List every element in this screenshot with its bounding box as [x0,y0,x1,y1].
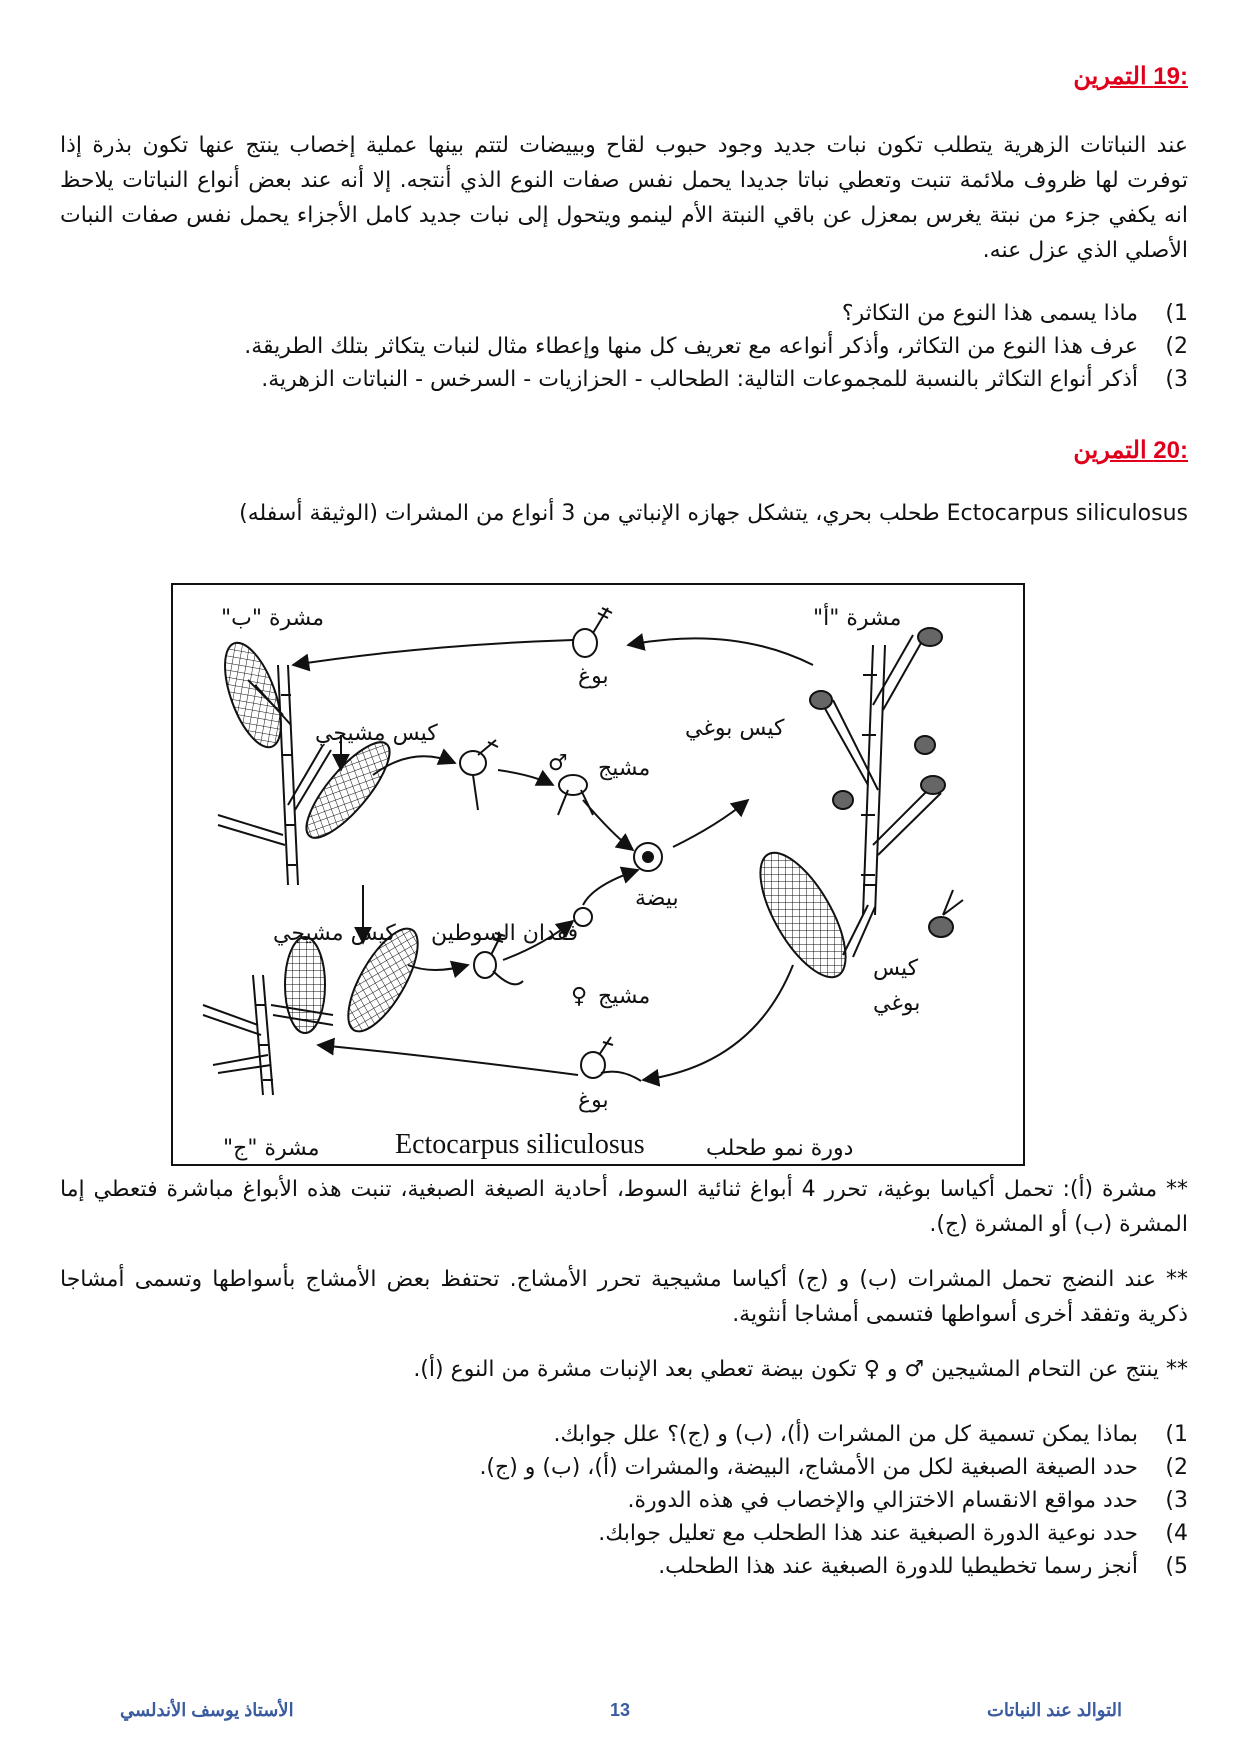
exercise-20-intro: Ectocarpus siliculosus طحلب بحري، يتشكل جهازه الإنباتي من 3 أنواع من المشرات (الوثيقة أسفله) [239,501,1188,526]
question-number: 2) [1165,1455,1188,1480]
question-item [60,1484,1188,1517]
question-item [60,1418,1188,1451]
spore-b-cell [460,751,486,775]
footer-author: الأستاذ يوسف الأندلسي [120,1700,294,1720]
question-text: حدد مواقع الانقسام الاختزالي والإخصاب في هذه الدورة. [627,1488,1138,1513]
ectocarpus-life-cycle-figure [171,583,1025,1166]
exercise-19-paragraph: عند النباتات الزهرية يتطلب تكون نبات جديد وجود حبوب لقاح وبييضات لتتم بينها عملية إخصاب ينتج عنها تكون بذرة إذا توفرت لها ظروف ملائمة تنبت وتعطي نباتا جديدا يحمل نفس صفات النوع الذي أنتجه. إلا أنه عند بعض أنواع النباتات يلاحظ انه يكفي جزء من نبتة يغرس بمعزل عن باقي النبتة الأم لينمو ويتحول إلى نبات جديد كامل الأجزاء يحمل نفس صفات النبات الأصلي الذي عزل عنه. [60,133,1188,263]
label-spore-sac-a: كيس بوغي [685,716,785,741]
label-male-symbol: ♂ [548,751,568,776]
spore-bottom-cell [581,1052,605,1078]
question-number: 3) [1165,1488,1188,1513]
label-thallus-a: "مشرة "أ [813,606,902,631]
thallus-b [214,636,402,885]
label-gamete-sac-b: كيس مشيجي [315,721,438,746]
question-item [60,297,1188,330]
life-cycle-diagram [173,585,1023,1164]
note-2: ** عند النضج تحمل المشرات (ب) و (ج) أكياسا مشيجية تحرر الأمشاج. تحتفظ بعض الأمشاج بأسواطها وتسمى أمشاجا ذكرية وتفقد أخرى أسواطها فتسمى أمشاجا أنثوية. [60,1267,1188,1327]
question-item [60,1550,1188,1583]
exercise-19-title: :19 التمرين [1073,63,1188,90]
question-item [60,1451,1188,1484]
cells [460,608,662,1081]
label-female-symbol: ♀ [571,984,588,1009]
spore-c-cell [474,952,496,978]
question-number: 2) [1165,334,1188,359]
exercise-20-questions [60,1418,1188,1583]
exercise-20-title: :20 التمرين [1073,437,1188,464]
label-cycle-title-ar: دورة نمو طحلب [706,1136,854,1161]
thallus-a [744,628,963,990]
footer-page-number: 13 [609,1700,631,1720]
label-female-gamete: مشيج [598,984,651,1009]
note-3: ** ينتج عن التحام المشيجين ♂ و ♀ تكون بيضة تعطي بعد الإنبات مشرة من النوع (أ). [413,1357,1188,1382]
question-number: 3) [1165,367,1188,392]
question-item [60,330,1188,363]
label-cycle-title-latin: Ectocarpus siliculosus [395,1129,645,1160]
exercise-19-questions [60,297,1188,396]
label-spore-bottom: بوغ [578,1088,609,1113]
label-egg: بيضة [635,886,679,911]
question-text: ماذا يسمى هذا النوع من التكاثر؟ [841,301,1138,326]
question-number: 5) [1165,1554,1188,1579]
question-text: بماذا يمكن تسمية كل من المشرات (أ)، (ب) و (ج)؟ علل جوابك. [553,1422,1138,1447]
label-thallus-b: "مشرة "ب [221,606,325,631]
question-number: 1) [1165,1422,1188,1447]
question-text: أنجز رسما تخطيطيا للدورة الصبغية عند هذا الطحلب. [658,1554,1138,1579]
label-spore-top: بوغ [578,664,609,689]
question-number: 4) [1165,1521,1188,1546]
label-loss-flagella: فقدان السوطين [431,921,579,946]
question-text: حدد الصيغة الصبغية لكل من الأمشاج، البيضة، والمشرات (أ)، (ب) و (ج). [479,1455,1138,1480]
label-spore-sac-right-1: كيس [873,956,919,981]
question-number: 1) [1165,301,1188,326]
label-thallus-c: "مشرة "ج [223,1136,320,1161]
question-text: أذكر أنواع التكاثر بالنسبة للمجموعات التالية: الطحالب - الحزازيات - السرخس - النباتات الزهرية. [261,367,1138,392]
label-gamete-sac-c: كيس مشيجي [273,921,396,946]
question-text: حدد نوعية الدورة الصبغية عند هذا الطحلب مع تعليل جوابك. [598,1521,1138,1546]
question-item [60,363,1188,396]
label-male-gamete: مشيج [598,756,651,781]
question-text: عرف هذا النوع من التكاثر، وأذكر أنواعه مع تعريف كل منها وإعطاء مثال لنبات يتكاثر بتلك الطريقة. [244,334,1138,359]
note-1: ** مشرة (أ): تحمل أكياسا بوغية، تحرر 4 أبواغ ثنائية السوط، أحادية الصيغة الصبغية، تنبت هذه الأبواغ مباشرة فتعطي إما المشرة (ب) أو المشرة (ج). [60,1177,1188,1237]
label-spore-sac-right-2: بوغي [873,991,921,1016]
question-item [60,1517,1188,1550]
footer-chapter: التوالد عند النباتات [986,1700,1122,1720]
